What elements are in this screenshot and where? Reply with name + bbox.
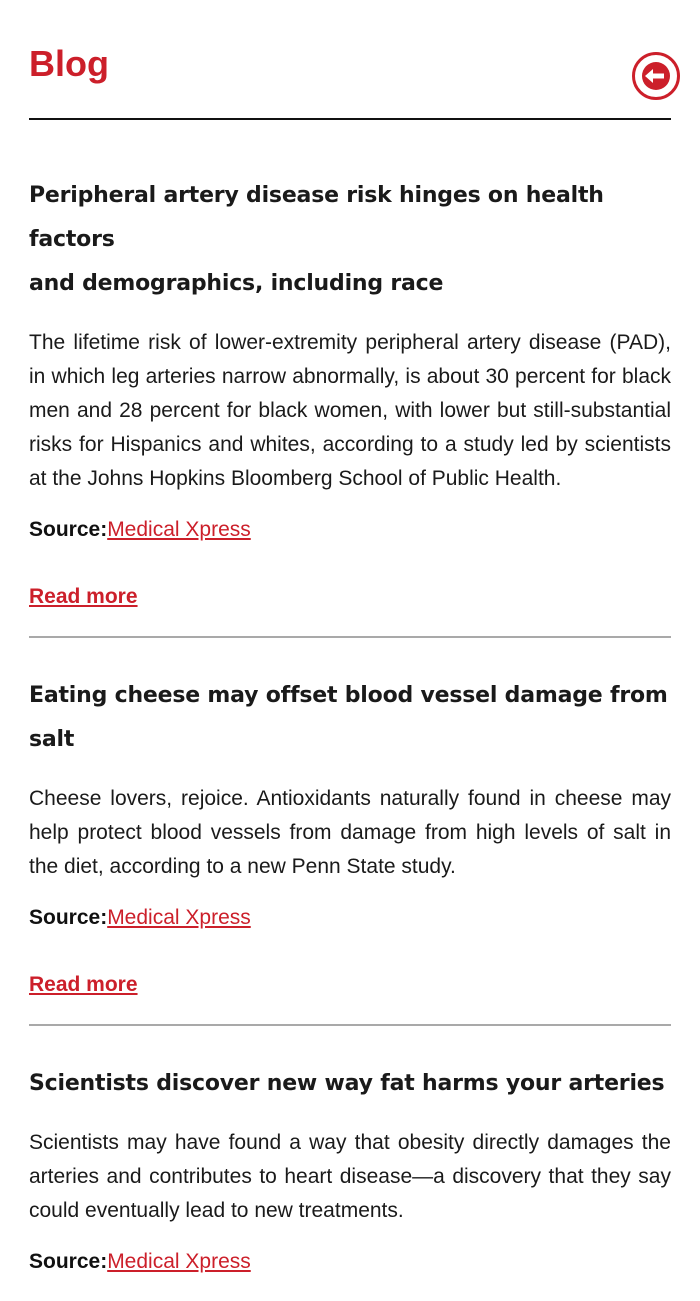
post-summary: Cheese lovers, rejoice. Antioxidants naturally found in cheese may help protect blood vessels from damage from high levels of salt in the diet, according to a new Penn State study. (29, 787, 671, 878)
back-arrow-circle-icon (631, 51, 681, 101)
source-label: Source: (29, 906, 108, 929)
source-link[interactable]: Medical Xpress (107, 906, 251, 929)
post-title: Scientists discover new way fat harms your arteries (29, 1071, 665, 1096)
source-link[interactable]: Medical Xpress (107, 1250, 251, 1273)
post-title-line: Peripheral artery disease risk hinges on health factors (29, 183, 604, 252)
post-source (29, 901, 671, 935)
post-title: Eating cheese may offset blood vessel damage from salt (29, 683, 668, 752)
post-title (29, 122, 671, 306)
post-source (29, 513, 671, 547)
app-header (29, 0, 671, 120)
blog-post (29, 1026, 671, 1301)
post-summary: Scientists may have found a way that obesity directly damages the arteries and contributes to heart disease—a discovery that they say could eventually lead to new treatments. (29, 1131, 671, 1222)
post-source (29, 1245, 671, 1279)
blog-post (29, 638, 671, 1026)
source-label: Source: (29, 518, 108, 541)
read-more-link[interactable]: Read more (29, 585, 138, 608)
post-title-line: and demographics, including race (29, 271, 444, 296)
post-summary: The lifetime risk of lower-extremity peripheral artery disease (PAD), in which leg arteries narrow abnormally, is about 30 percent for black men and 28 percent for black women, with lower but still-substantial risks for Hispanics and whites, according to a study led by scientists at the Johns Hopkins Bloomberg School of Public Health. (29, 331, 671, 490)
source-label: Source: (29, 1250, 108, 1273)
source-link[interactable]: Medical Xpress (107, 518, 251, 541)
page-title: Blog (29, 43, 109, 84)
read-more-link[interactable]: Read more (29, 973, 138, 996)
blog-post-list (29, 122, 671, 1301)
back-button[interactable] (631, 51, 681, 101)
blog-post (29, 122, 671, 638)
